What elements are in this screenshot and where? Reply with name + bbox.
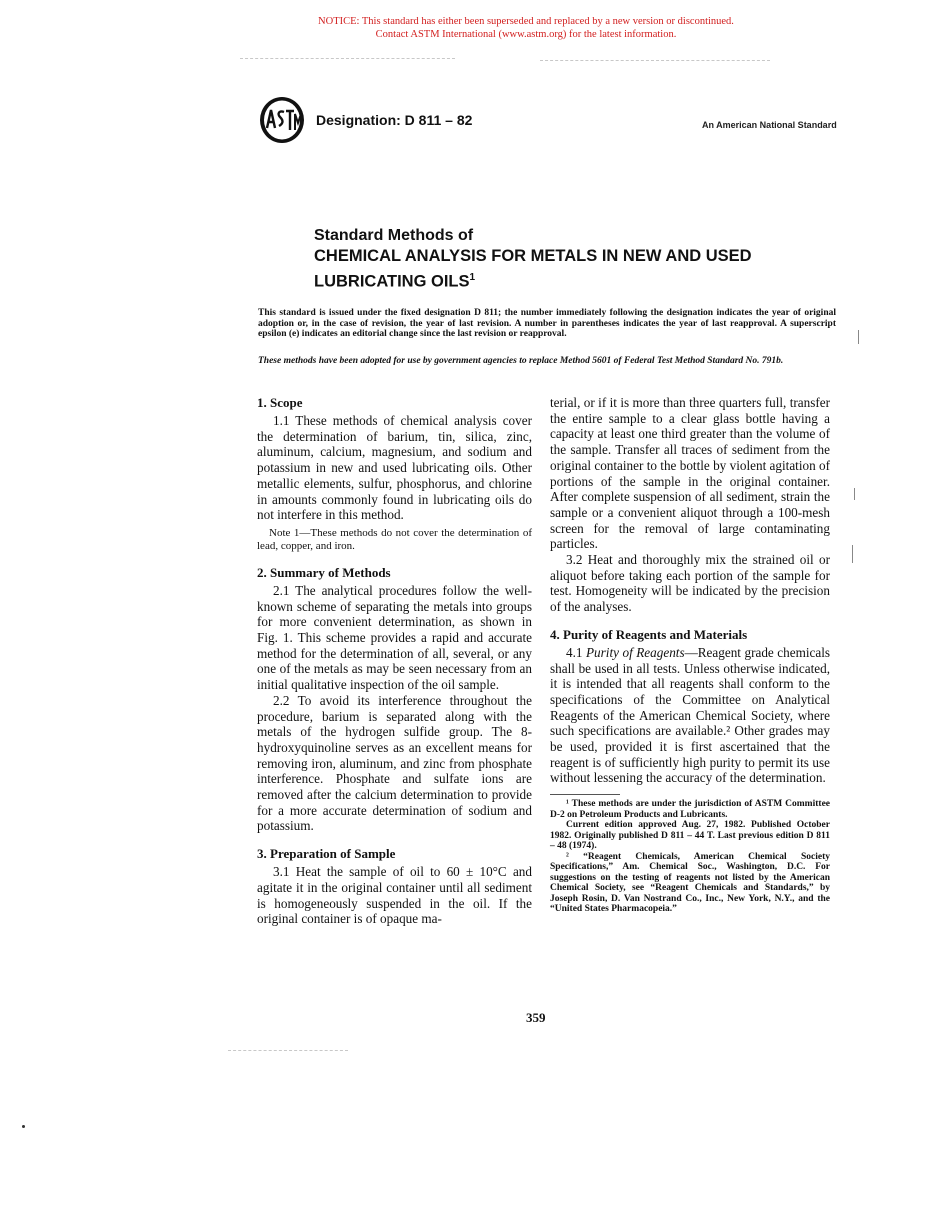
section-heading: 3. Preparation of Sample xyxy=(257,846,396,862)
scan-edge-mark xyxy=(854,488,855,500)
page-number: 359 xyxy=(526,1010,546,1025)
scan-artifact-line xyxy=(240,58,455,59)
footnote-1-edition: Current edition approved Aug. 27, 1982. Published October 1982. Originally published D 811 – 44 T. Last previous edition D 811 – 48 (1974). xyxy=(550,820,830,852)
adoption-statement: These methods have been adopted for use by government agencies to replace Method 5601 of Federal Test Method Standard No. 791b. xyxy=(258,356,784,366)
paragraph-3-1-cont: terial, or if it is more than three quarters full, transfer the entire sample to a clear glass bottle having a capacity at least one third greater than the volume of the sample. Transfer all traces of sediment from the original container to the bottle by violent agitation of portions of the sample in the original container. After complete suspension of all sediment, strain the sample or a convenient aliquot through a 100-mesh screen for the removal of large contaminating particles. xyxy=(550,395,830,552)
paragraph-3-2: 3.2 Heat and thoroughly mix the strained oil or aliquot before taking each portion of the sample for test. Homogeneity will be indicated by the precision of the analyses. xyxy=(550,552,830,615)
section-heading: 1. Scope xyxy=(257,395,303,410)
paragraph-4-1-text: —Reagent grade chemicals shall be used in all tests. Unless otherwise indicated, it is intended that all reagents shall conform to the specifications of the Committee on Analytical Reagents of the American Chemical Society, where such specifications are available.² Other grades may be used, provided it is first ascertained that the reagent is of sufficiently high purity to permit its use without lessening the accuracy of the determination. xyxy=(550,644,831,786)
title-footnote-mark: 1 xyxy=(469,272,476,283)
footnote-1: ¹ These methods are under the jurisdiction of ASTM Committee D-2 on Petroleum Products and Lubricants. xyxy=(550,799,830,820)
notice-line-2: Contact ASTM International (www.astm.org) for the latest information. xyxy=(375,29,677,40)
paragraph-4-1 xyxy=(550,645,830,786)
notice-banner xyxy=(0,15,950,41)
scan-edge-mark xyxy=(858,330,859,344)
notice-line-1: NOTICE: This standard has either been superseded and replaced by a new version or discontinued. xyxy=(318,16,734,27)
section-heading: 2. Summary of Methods xyxy=(257,564,391,580)
scan-artifact-line xyxy=(540,60,770,61)
scan-artifact-line xyxy=(228,1050,348,1051)
paragraph-1-1: 1.1 These methods of chemical analysis cover the determination of barium, tin, silica, zinc, aluminum, calcium, magnesium, and sodium and potassium in new and used lubricating oils. Other metallic elements, sulfur, phosphorus, and chlorine in amounts commonly found in lubricating oils do not interfere in this method. xyxy=(257,413,532,523)
document-title xyxy=(314,226,854,293)
paragraph-3-1-start: 3.1 Heat the sample of oil to 60 ± 10°C and agitate it in the original container until all sediment is homogeneously suspended in the oil. If the original container is of opaque ma- xyxy=(257,864,532,927)
right-column xyxy=(550,395,830,915)
section-heading: 4. Purity of Reagents and Materials xyxy=(550,626,748,642)
footnote-divider xyxy=(550,794,620,795)
title-line-2: CHEMICAL ANALYSIS FOR METALS IN NEW AND USED xyxy=(314,247,752,265)
scan-speck xyxy=(22,1125,25,1128)
paragraph-2-2: 2.2 To avoid its interference throughout the procedure, barium is separated along with the metals of the hydrogen sulfide group. The 8-hydroxyquinoline serves as an excellent means for removing iron, aluminum, and zinc from phosphate interference. Phosphate and sulfate ions are removed after the calcium determination to provide for a more accurate determination of sodium and potassium. xyxy=(257,692,532,834)
designation: Designation: D 811 – 82 xyxy=(316,112,473,128)
paragraph-4-1-number: 4.1 xyxy=(566,644,583,660)
astm-logo-icon xyxy=(258,96,306,144)
paragraph-2-1: 2.1 The analytical procedures follow the well-known scheme of separating the metals into groups for more convenient determination, as shown in Fig. 1. This scheme provides a rapid and accurate method for the determination of all, several, or any one of the metals as may be seen necessary from an initial qualitative inspection of the oil sample. xyxy=(257,582,532,693)
note-1: Note 1—These methods do not cover the determination of lead, copper, and iron. xyxy=(257,526,532,552)
title-line-1: Standard Methods of xyxy=(314,227,474,244)
issuance-statement: This standard is issued under the fixed designation D 811; the number immediately following the designation indicates the year of original adoption or, in the case of revision, the year of last revision. A number in parentheses indicates the year of last reapproval. A superscript epsilon (e) indicates an editorial change since the last revision or reapproval. xyxy=(258,308,836,339)
left-column xyxy=(257,395,532,927)
title-line-3-text: LUBRICATING OILS xyxy=(314,272,470,291)
footnote-2: ² “Reagent Chemicals, American Chemical Society Specifications,” Am. Chemical Soc., Washington, D.C. For suggestions on the testing of reagents not listed by the American Chemical Society, see “Reagent Chemicals and Standards,” by Joseph Rosin, D. Van Nostrand Co., Inc., New York, N.Y., and the “United States Pharmacopeia.” xyxy=(550,851,830,915)
scan-edge-mark xyxy=(852,545,853,563)
paragraph-4-1-heading: Purity of Reagents xyxy=(586,644,685,660)
title-line-3 xyxy=(314,267,854,293)
national-standard-label: An American National Standard xyxy=(702,120,837,130)
